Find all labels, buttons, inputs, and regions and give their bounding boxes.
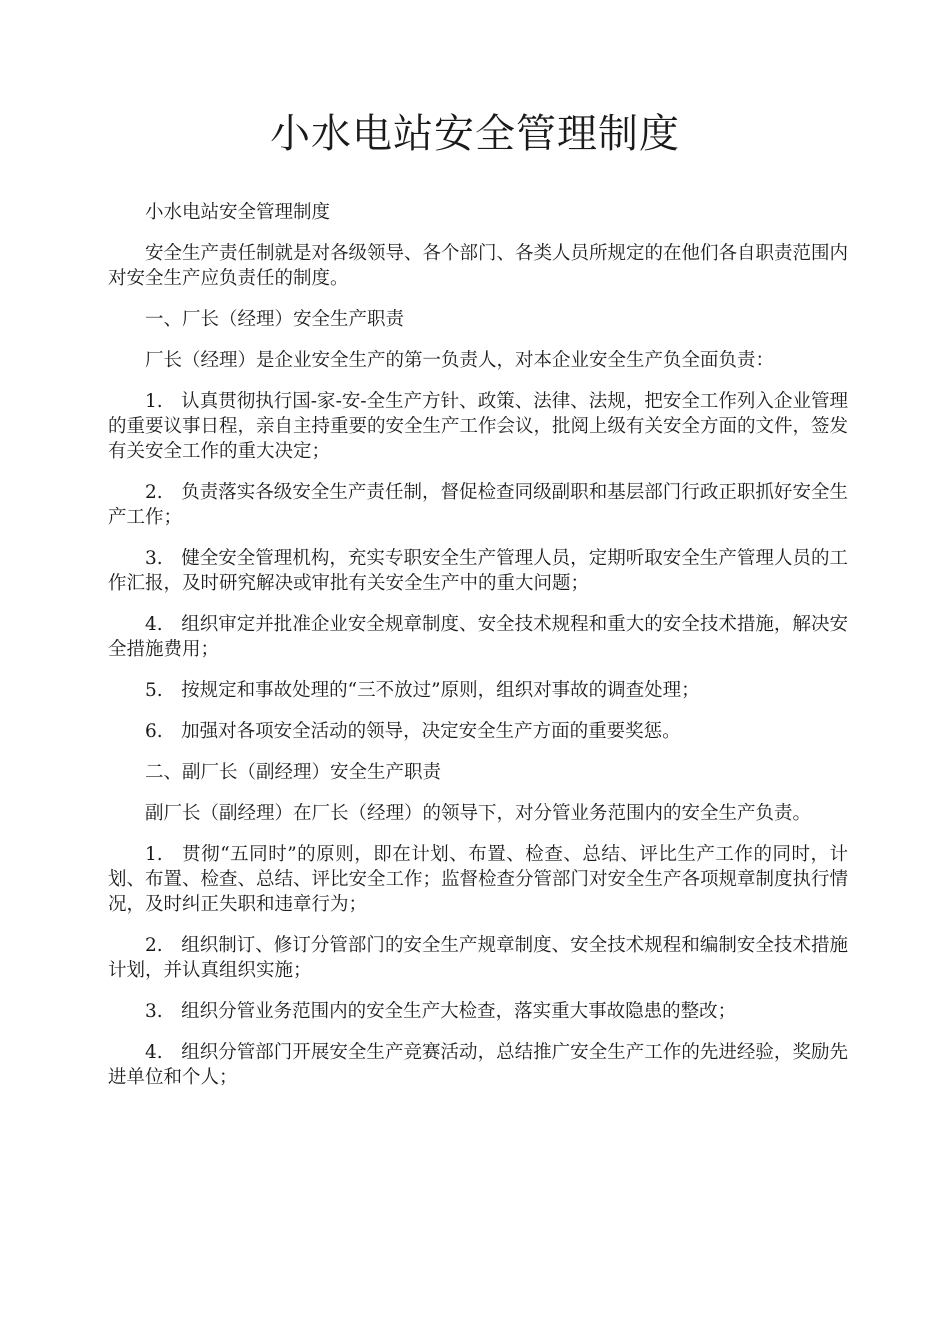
list-item: 3. 组织分管业务范围内的安全生产大检查，落实重大事故隐患的整改； — [145, 1001, 737, 1022]
list-item: 2. 组织制订、修订分管部门的安全生产规章制度、安全技术规程和编制安全技术措施计划，并认真组织实施； — [108, 935, 848, 981]
list-item: 1. 认真贯彻执行国-家-安-全生产方针、政策、法律、法规，把安全工作列入企业管理的重要议事日程，亲自主持重要的安全生产工作会议，批阅上级有关安全方面的文件，签发有关安全工作的重大决定； — [108, 391, 849, 462]
paragraph-subtitle: 小水电站安全管理制度 — [145, 202, 331, 223]
list-item: 4. 组织分管部门开展安全生产竞赛活动，总结推广安全生产工作的先进经验，奖励先进单位和个人； — [108, 1042, 848, 1088]
section-heading-1: 一、厂长（经理）安全生产职责 — [145, 309, 405, 330]
paragraph-intro: 安全生产责任制就是对各级领导、各个部门、各类人员所规定的在他们各自职责范围内对安全生产应负责任的制度。 — [108, 243, 849, 289]
list-item: 5. 按规定和事故处理的“三不放过”原则，组织对事故的调查处理； — [145, 680, 700, 701]
list-item: 1. 贯彻“五同时”的原则，即在计划、布置、检查、总结、评比生产工作的同时，计划、布置、检查、总结、评比安全工作；监督检查分管部门对安全生产各项规章制度执行情况，及时纠正失职和违章行为； — [108, 844, 849, 915]
list-item: 4. 组织审定并批准企业安全规章制度、安全技术规程和重大的安全技术措施，解决安全措施费用； — [108, 614, 848, 660]
paragraph: 副厂长（副经理）在厂长（经理）的领导下，对分管业务范围内的安全生产负责。 — [145, 803, 812, 824]
paragraph: 厂长（经理）是企业安全生产的第一负责人，对本企业安全生产负全面负责： — [145, 350, 775, 371]
section-heading-2: 二、副厂长（副经理）安全生产职责 — [145, 762, 442, 783]
document-body — [108, 200, 848, 1106]
list-item: 2. 负责落实各级安全生产责任制，督促检查同级副职和基层部门行政正职抓好安全生产工作； — [108, 482, 848, 528]
list-item: 3. 健全安全管理机构，充实专职安全生产管理人员，定期听取安全生产管理人员的工作汇报，及时研究解决或审批有关安全生产中的重大问题； — [108, 548, 848, 594]
document-title: 小水电站安全管理制度 — [270, 111, 680, 157]
list-item: 6. 加强对各项安全活动的领导，决定安全生产方面的重要奖惩。 — [145, 721, 681, 742]
